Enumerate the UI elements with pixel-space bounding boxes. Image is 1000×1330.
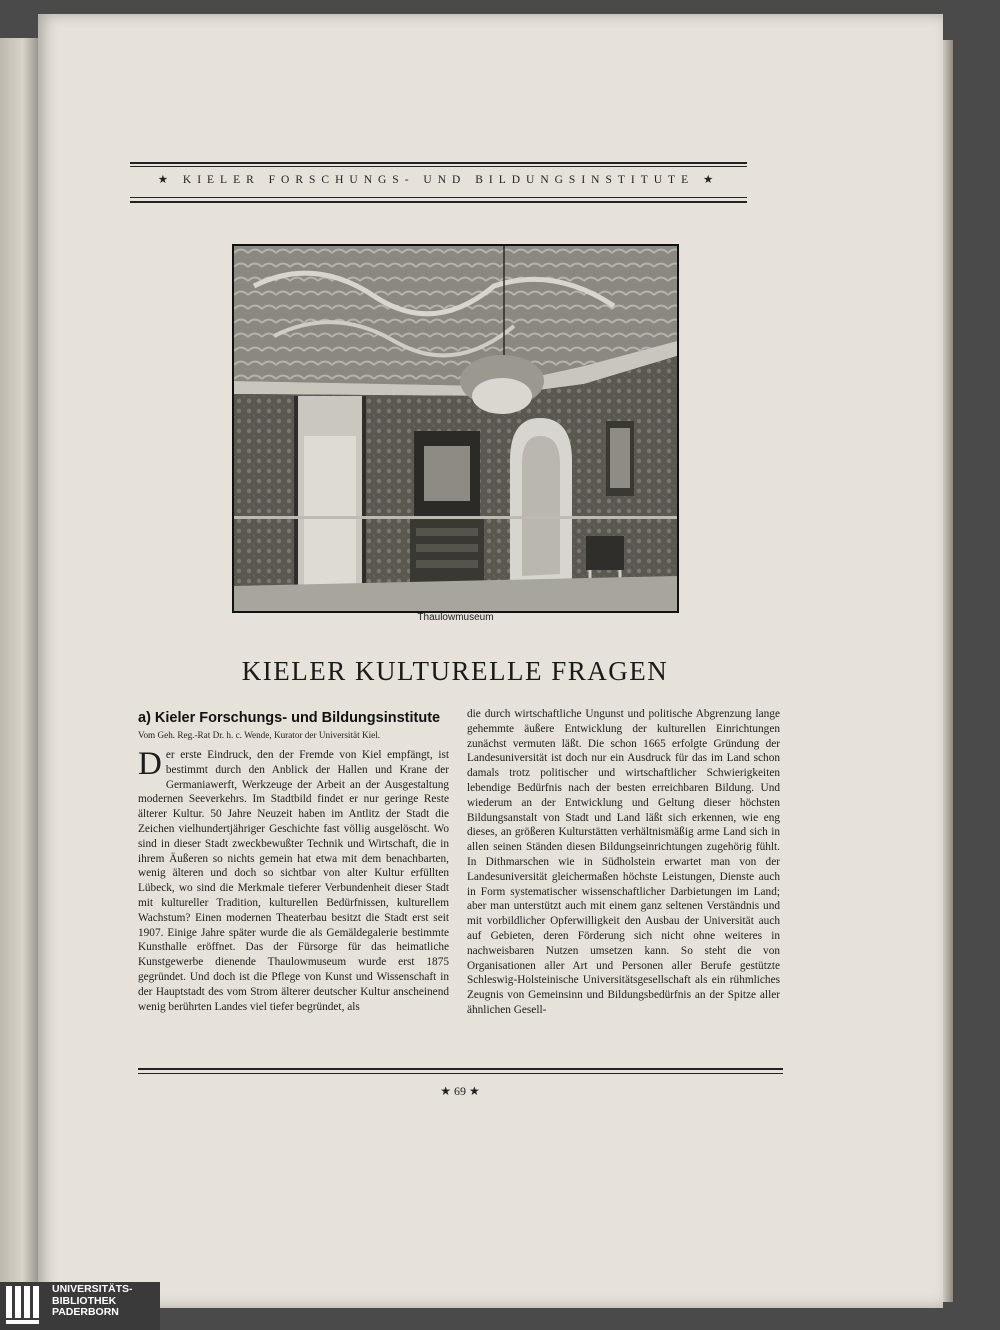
footer-rule-thick (138, 1068, 783, 1070)
column-left-text: er erste Eindruck, den der Fremde von Kiel empfängt, ist bestimmt durch den Anblick der Hallen und Krane der Germaniawerft, Werkzeuge der Arbeit an der Ausgestaltung modernen Seeverkehrs. Im Stadtbild findet er nur geringe Reste älterer Kultur. 50 Jahre Neuzeit haben im Antlitz der Stadt die Zeichen vielhundertjähriger Geschichte fast völlig ausgelöscht. Wo sind in dieser Stadt zweckbewußter Technik und Wirtschaft, die in ihrem Äußeren so nichts gemein hat etwa mit dem benachbarten, wenig älteren und doch so sichtbar von alter Kultur erfüllten Lübeck, wo sind die Merkmale tieferer Verbundenheit dieser Stadt mit kultureller Tradition, kulturellen Bedürfnissen, kulturellem Wachstum? Einen modernen Theaterbau besitzt die Stadt erst seit 1907. Einige Jahre später wurde die als Gemäldegalerie bestimmte Kunsthalle eröffnet. Das der Fürsorge für das heimatliche Kunstgewerbe dienende Thaulowmuseum wurde erst 1875 gegründet. Und doch ist die Pflege von Kunst und Wissenschaft in der Hauptstadt des vom Strom älterer deutscher Kultur anscheinend wenig berührten Landes viel tiefer begründet, als (138, 749, 449, 1013)
logo-line-2: BIBLIOTHEK (52, 1294, 117, 1307)
article-subtitle: a) Kieler Forschungs- und Bildungsinstitute (138, 710, 441, 726)
logo-line-1: UNIVERSITÄTS- (52, 1283, 133, 1295)
header-rule-top-thick (130, 162, 747, 164)
running-header: ★ KIELER FORSCHUNGS- UND BILDUNGSINSTITUTE ★ (157, 174, 720, 186)
article-title: KIELER KULTURELLE FRAGEN (241, 656, 669, 686)
article-byline: Vom Geh. Reg.-Rat Dr. h. c. Wende, Kurator der Universität Kiel. (138, 730, 381, 740)
room-interior-illustration (234, 246, 677, 611)
thaulowmuseum-photograph (232, 244, 679, 613)
footer-rule-thin (138, 1073, 783, 1074)
figure-caption: Thaulowmuseum (417, 612, 494, 623)
facing-page-edge (0, 38, 38, 1308)
header-rule-bottom-thin (130, 197, 747, 198)
drop-cap: D (138, 746, 162, 782)
page-stack-edge (943, 40, 953, 1302)
library-logo-text (52, 1284, 133, 1319)
logo-line-3: PADERBORN (52, 1306, 119, 1318)
text-column-right: die durch wirtschaftliche Ungunst und politische Abgrenzung lange gehemmte äußere Entwicklung der kulturellen Einrichtungen zunächst vermuten läßt. Die schon 1665 erfolgte Gründung der Landesuniversität ist doch nur ein Ausdruck für das im Land schon damals trotz politischer und wirtschaftlicher Schwierigkeiten lebendige Bedürfnis nach der besten erreichbaren Bildung. Und wiederum an der Entwicklung und Geltung dieser höchsten Bildungsanstalt von Stadt und Land läßt sich erkennen, wie eng dieses, an größeren Kulturstätten verhältnismäßig arme Land sich in allen seinen Ständen diesen Bildungseinrichtungen zugehörig fühlt. In Dithmarschen wie in Südholstein erwartet man von der Landesuniversität gleichermaßen höchste Leistungen, Dienste auch in Form systematischer wissenschaftlicher Darbietungen im Land; aber man unterstützt auch mit einem ganz seltenen Verständnis und mit vorbildlicher Opferwilligkeit den Ausbau der Universität auch auf Gebieten, deren Förderung sich nicht ohne weiteres in nachweisbaren Nutzen umsetzen kann. So steht die von Organisationen aller Art und Personen aller Berufe gestützte Schleswig-Holsteinische Universitätsgesellschaft als ein rühmliches Zeugnis von Gemeinsinn und Bildungsbedürfnis an der Spitze aller ähnlichen Gesell- (467, 708, 780, 1016)
header-rule-bottom-thick (130, 201, 747, 203)
page-number: ★ 69 ★ (440, 1084, 480, 1098)
text-column-left (138, 748, 449, 1014)
header-rule-top-thin (130, 166, 747, 167)
